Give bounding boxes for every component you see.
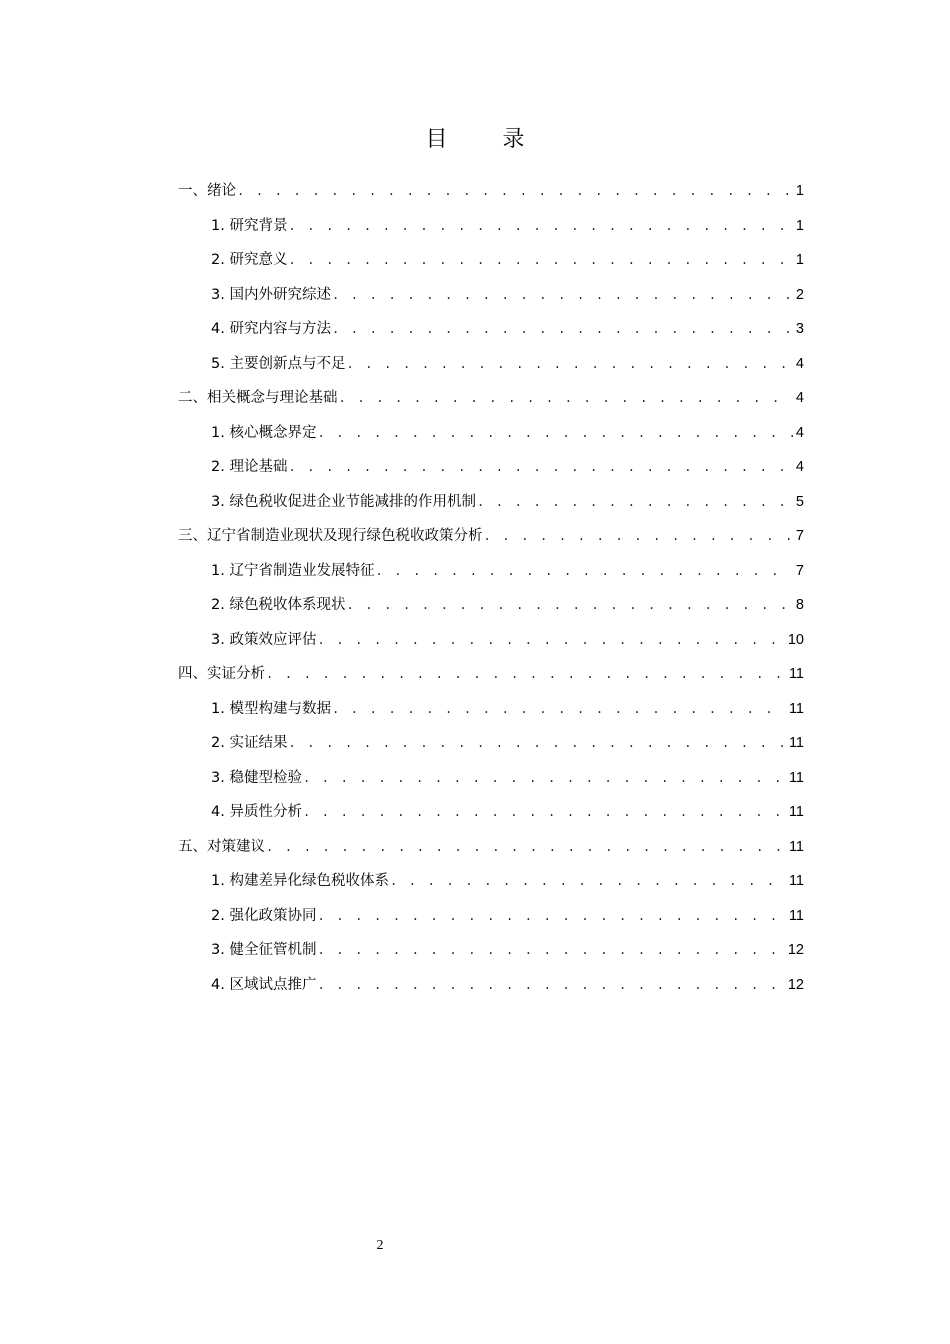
toc-section-entry[interactable] bbox=[178, 590, 804, 625]
toc-dot-leader bbox=[317, 901, 785, 931]
toc-dot-leader bbox=[237, 176, 793, 206]
toc-section-entry[interactable] bbox=[178, 280, 804, 315]
toc-entry-label: 三、辽宁省制造业现状及现行绿色税收政策分析 bbox=[178, 528, 483, 544]
page-number: 2 bbox=[376, 1238, 384, 1253]
toc-dot-leader bbox=[346, 349, 792, 379]
toc-dot-leader bbox=[266, 659, 786, 689]
toc-entry-label: 2. 绿色税收体系现状 bbox=[211, 597, 346, 613]
toc-title: 目 录 bbox=[425, 127, 549, 152]
toc-section-entry[interactable] bbox=[178, 694, 804, 729]
toc-entry-page-number: 5 bbox=[795, 493, 804, 510]
toc-section-entry[interactable] bbox=[178, 349, 804, 384]
toc-entry-label: 1. 辽宁省制造业发展特征 bbox=[211, 562, 375, 579]
toc-chapter-entry[interactable] bbox=[178, 521, 804, 556]
toc-dot-leader bbox=[288, 211, 792, 241]
toc-dot-leader bbox=[303, 763, 786, 793]
toc-entry-page-number: 4 bbox=[795, 424, 804, 441]
toc-dot-leader bbox=[332, 280, 793, 310]
toc-dot-leader bbox=[346, 590, 792, 620]
toc-section-entry[interactable] bbox=[178, 418, 804, 453]
toc-chapter-entry[interactable] bbox=[178, 659, 804, 694]
toc-entry-page-number: 7 bbox=[795, 528, 804, 544]
toc-section-entry[interactable] bbox=[178, 245, 804, 280]
toc-entry-label: 2. 强化政策协同 bbox=[211, 907, 317, 924]
toc-entry-page-number: 11 bbox=[788, 804, 804, 820]
toc-entry-page-number: 12 bbox=[787, 976, 804, 993]
toc-section-entry[interactable] bbox=[178, 211, 804, 246]
toc-entry-page-number: 12 bbox=[787, 942, 804, 958]
toc-section-entry[interactable] bbox=[178, 866, 804, 901]
toc-section-entry[interactable] bbox=[178, 314, 804, 349]
toc-entry-label: 3. 健全征管机制 bbox=[211, 942, 317, 958]
toc-dot-leader bbox=[288, 728, 785, 758]
toc-entry-page-number: 11 bbox=[788, 666, 804, 682]
toc-dot-leader bbox=[317, 418, 792, 448]
toc-entry-page-number: 4 bbox=[795, 355, 804, 372]
toc-section-entry[interactable] bbox=[178, 452, 804, 487]
toc-entry-label: 4. 研究内容与方法 bbox=[211, 321, 331, 337]
toc-entry-label: 1. 构建差异化绿色税收体系 bbox=[211, 873, 389, 889]
toc-entry-label: 3. 国内外研究综述 bbox=[211, 286, 331, 303]
toc-dot-leader bbox=[288, 245, 792, 275]
toc-dot-leader bbox=[484, 521, 793, 551]
toc-dot-leader bbox=[375, 556, 792, 586]
toc-entry-page-number: 1 bbox=[795, 183, 804, 199]
toc-dot-leader bbox=[317, 970, 784, 1000]
toc-entry-label: 3. 稳健型检验 bbox=[211, 769, 302, 786]
toc-entry-label: 3. 政策效应评估 bbox=[211, 631, 317, 648]
toc-entry-page-number: 11 bbox=[788, 735, 804, 751]
toc-entry-label: 二、相关概念与理论基础 bbox=[178, 390, 338, 406]
toc-entry-page-number: 7 bbox=[795, 562, 804, 579]
toc-entry-page-number: 1 bbox=[795, 217, 804, 234]
toc-dot-leader bbox=[303, 797, 786, 827]
toc-entry-label: 1. 模型构建与数据 bbox=[211, 700, 331, 717]
toc-dot-leader bbox=[339, 383, 793, 413]
toc-chapter-entry[interactable] bbox=[178, 383, 804, 418]
toc-entry-page-number: 8 bbox=[795, 597, 804, 613]
toc-section-entry[interactable] bbox=[178, 487, 804, 522]
toc-entry-page-number: 11 bbox=[788, 838, 804, 855]
toc-list bbox=[178, 176, 804, 1004]
toc-entry-page-number: 11 bbox=[788, 907, 804, 924]
toc-section-entry[interactable] bbox=[178, 935, 804, 970]
toc-dot-leader bbox=[477, 487, 793, 517]
toc-entry-page-number: 2 bbox=[795, 286, 804, 303]
toc-section-entry[interactable] bbox=[178, 625, 804, 660]
toc-entry-label: 4. 区域试点推广 bbox=[211, 976, 317, 993]
toc-section-entry[interactable] bbox=[178, 901, 804, 936]
toc-entry-page-number: 1 bbox=[795, 252, 804, 268]
toc-dot-leader bbox=[390, 866, 786, 896]
toc-section-entry[interactable] bbox=[178, 556, 804, 591]
toc-entry-label: 4. 异质性分析 bbox=[211, 804, 302, 820]
toc-entry-label: 1. 研究背景 bbox=[211, 217, 288, 234]
toc-dot-leader bbox=[332, 314, 793, 344]
toc-entry-page-number: 4 bbox=[795, 390, 804, 406]
toc-entry-page-number: 4 bbox=[795, 459, 804, 475]
toc-entry-page-number: 11 bbox=[788, 700, 804, 717]
toc-entry-page-number: 11 bbox=[788, 769, 804, 786]
toc-dot-leader bbox=[317, 625, 784, 655]
toc-section-entry[interactable] bbox=[178, 970, 804, 1005]
toc-entry-page-number: 11 bbox=[788, 873, 804, 889]
toc-entry-label: 2. 理论基础 bbox=[211, 459, 288, 475]
toc-entry-label: 五、对策建议 bbox=[178, 838, 265, 855]
toc-entry-label: 1. 核心概念界定 bbox=[211, 424, 317, 441]
toc-entry-label: 2. 实证结果 bbox=[211, 735, 288, 751]
toc-entry-label: 3. 绿色税收促进企业节能减排的作用机制 bbox=[211, 493, 476, 510]
toc-entry-page-number: 10 bbox=[787, 631, 804, 648]
toc-section-entry[interactable] bbox=[178, 797, 804, 832]
toc-section-entry[interactable] bbox=[178, 763, 804, 798]
toc-dot-leader bbox=[266, 832, 786, 862]
toc-entry-page-number: 3 bbox=[795, 321, 804, 337]
toc-chapter-entry[interactable] bbox=[178, 832, 804, 867]
toc-dot-leader bbox=[317, 935, 784, 965]
toc-dot-leader bbox=[288, 452, 792, 482]
toc-chapter-entry[interactable] bbox=[178, 176, 804, 211]
toc-entry-label: 2. 研究意义 bbox=[211, 252, 288, 268]
toc-entry-label: 四、实证分析 bbox=[178, 666, 265, 682]
toc-entry-label: 一、绪论 bbox=[178, 183, 236, 199]
toc-dot-leader bbox=[332, 694, 786, 724]
toc-entry-label: 5. 主要创新点与不足 bbox=[211, 355, 346, 372]
toc-section-entry[interactable] bbox=[178, 728, 804, 763]
